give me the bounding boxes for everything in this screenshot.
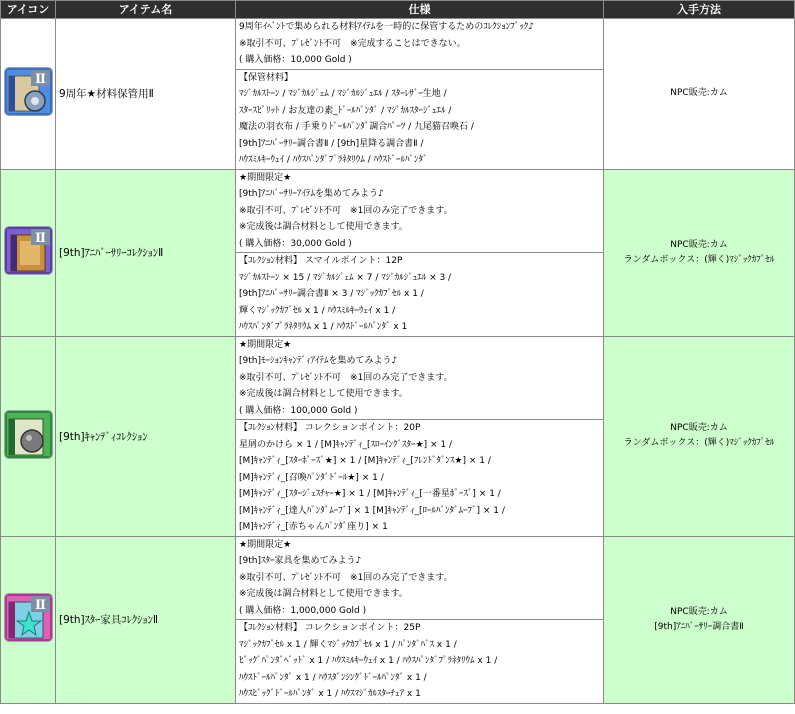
item-source bbox=[604, 336, 795, 536]
source-line: [9th]ｱﾆﾊﾞｰｻﾘｰ調合書Ⅱ bbox=[654, 621, 744, 632]
spec-line: ★期間限定★ bbox=[239, 172, 292, 183]
spec-line: 9周年ｲﾍﾞﾝﾄで集められる材料ｱｲﾃﾑを一時的に保管するためのｺﾚｸｼｮﾝﾌﾞｯｸ♪ bbox=[239, 22, 534, 32]
item-source bbox=[604, 536, 795, 703]
spec-line: [M]ｷｬﾝﾃﾞｨ_[達人ﾊﾟﾝﾀﾞﾑｰﾌﾞ] × 1 [M]ｷｬﾝﾃﾞｨ_[ﾛｰﾙﾊﾟﾝﾀﾞﾑｰﾌﾞ] × 1 / bbox=[239, 505, 505, 516]
item-source bbox=[604, 169, 795, 336]
spec-line: [9th]ﾓｰｼｮﾝｷｬﾝﾃﾞｨｱｲﾃﾑを集めてみよう♪ bbox=[239, 356, 398, 366]
item-spec bbox=[236, 19, 604, 170]
spec-line: ﾏｼﾞｶﾙｽﾄｰﾝ × 15 / ﾏｼﾞｶﾙｼﾞｪﾑ × 7 / ﾏｼﾞｶﾙｼﾞｭｴﾙ × 3 / bbox=[239, 272, 452, 283]
header-item-name: アイテム名 bbox=[56, 1, 236, 19]
spec-line: ﾊｳｽﾄﾞｰﾙﾊﾟﾝﾀﾞ x 1 / ﾊｳｽﾀﾞﾝｼﾝｸﾞﾄﾞｰﾙﾊﾟﾝﾀﾞ x 1 / bbox=[239, 672, 427, 683]
spec-line: 【ｺﾚｸｼｮﾝ材料】 コレクションポイント：20P bbox=[239, 423, 421, 433]
spec-line: ( 購入価格：10,000 Gold ) bbox=[239, 55, 352, 65]
table-row bbox=[1, 19, 795, 170]
source-line: NPC販売:カム bbox=[670, 423, 728, 433]
source-line: ランダムボックス：(輝く)ﾏｼﾞｯｸｶﾌﾟｾﾙ bbox=[623, 254, 775, 265]
header-spec: 仕様 bbox=[236, 1, 604, 19]
pink-book-star-icon bbox=[5, 594, 52, 641]
item-name: 9周年★材料保管用Ⅱ bbox=[56, 19, 236, 170]
table-row bbox=[1, 169, 795, 336]
spec-line: [M]ｷｬﾝﾃﾞｨ_[赤ちゃんﾊﾟﾝﾀﾞ座り] × 1 bbox=[239, 522, 388, 532]
spec-line: 魔法の羽衣布 / 手乗りﾄﾞｰﾙﾊﾟﾝﾀﾞ調合ﾊﾟｰﾂ / 九尾猫召喚石 / bbox=[239, 122, 474, 132]
item-icon-cell bbox=[1, 19, 56, 170]
spec-materials bbox=[236, 419, 603, 536]
spec-line: [9th]ｱﾆﾊﾞｰｻﾘｰ調合書Ⅱ × 3 / ﾏｼﾞｯｸｶﾌﾟｾﾙ x 1 / bbox=[239, 289, 424, 299]
spec-line: ※取引不可、ﾌﾟﾚｾﾞﾝﾄ不可 ※1回のみ完了できます。 bbox=[239, 572, 453, 583]
spec-line: ★期間限定★ bbox=[239, 539, 292, 550]
spec-line: ※完成後は調合材料として使用できます。 bbox=[239, 389, 408, 399]
spec-description bbox=[236, 170, 603, 253]
spec-line: ※取引不可、ﾌﾟﾚｾﾞﾝﾄ不可 ※1回のみ完了できます。 bbox=[239, 372, 453, 383]
spec-line: [9th]ｽﾀｰ家具を集めてみよう♪ bbox=[239, 556, 362, 566]
spec-line: ﾊｳｽﾐﾙｷｰｳｪｲ / ﾊｳｽﾊﾟﾝﾀﾞﾌﾟﾗﾈﾀﾘｳﾑ / ﾊｳｽﾄﾞｰﾙﾊﾟﾝﾀﾞ bbox=[239, 155, 428, 165]
item-name: [9th]ｷｬﾝﾃﾞｨｺﾚｸｼｮﾝ bbox=[56, 336, 236, 536]
item-source bbox=[604, 19, 795, 170]
spec-line: ｽﾀｰｽﾋﾟﾘｯﾄ / お友達の素_ﾄﾞｰﾙﾊﾟﾝﾀﾞ / ﾏｼﾞｶﾙｽﾀｰｼﾞｭｴﾙ / bbox=[239, 105, 452, 116]
spec-line: ﾏｼﾞｯｸｶﾌﾟｾﾙ x 1 / 輝くﾏｼﾞｯｸｶﾌﾟｾﾙ x 1 / ﾊﾟﾝﾀﾞﾊﾞｽ x 1 / bbox=[239, 639, 457, 650]
item-name: [9th]ｱﾆﾊﾞｰｻﾘｰｺﾚｸｼｮﾝⅡ bbox=[56, 169, 236, 336]
spec-materials bbox=[236, 252, 603, 336]
spec-line: [M]ｷｬﾝﾃﾞｨ_[ｽﾀｰﾎﾟｰｽﾞ★] × 1 / [M]ｷｬﾝﾃﾞｨ_[ﾌﾚﾝﾄﾞﾀﾞﾝｽ★] × 1 / bbox=[239, 456, 491, 466]
spec-line: [M]ｷｬﾝﾃﾞｨ_[ｽﾀｰｼﾞｪｽﾁｬｰ★] × 1 / [M]ｷｬﾝﾃﾞｨ_[一番星ﾎﾟｰｽﾞ] × 1 / bbox=[239, 489, 501, 499]
spec-line: 星屑のかけら × 1 / [M]ｷｬﾝﾃﾞｨ_[ｽﾛｰｲﾝｸﾞｽﾀｰ★] × 1 / bbox=[239, 439, 453, 450]
header-icon: アイコン bbox=[1, 1, 56, 19]
spec-materials bbox=[236, 69, 603, 169]
svg-text:Ⅱ: Ⅱ bbox=[34, 598, 46, 613]
item-name: [9th]ｽﾀｰ家具ｺﾚｸｼｮﾝⅡ bbox=[56, 536, 236, 703]
spec-description bbox=[236, 537, 603, 620]
spec-line: ( 購入価格：100,000 Gold ) bbox=[239, 405, 358, 416]
source-line: NPC販売:カム bbox=[670, 88, 728, 99]
spec-line: ﾏｼﾞｶﾙｽﾄｰﾝ / ﾏｼﾞｶﾙｼﾞｪﾑ / ﾏｼﾞｶﾙｼﾞｭｴﾙ / ｽﾀｰﾚｻﾞｰ生地 / bbox=[239, 89, 447, 99]
spec-line: ★期間限定★ bbox=[239, 339, 292, 350]
spec-line: ( 購入価格：1,000,000 Gold ) bbox=[239, 605, 367, 616]
spec-line: [9th]ｱﾆﾊﾞｰｻﾘｰ調合書Ⅱ / [9th]星降る調合書Ⅱ / bbox=[239, 138, 424, 149]
spec-description bbox=[236, 19, 603, 69]
source-line: NPC販売:カム bbox=[670, 239, 728, 250]
spec-line: [9th]ｱﾆﾊﾞｰｻﾘｰｱｲﾃﾑを集めてみよう♪ bbox=[239, 189, 384, 199]
spec-line: ( 購入価格：30,000 Gold ) bbox=[239, 238, 352, 249]
table-row bbox=[1, 536, 795, 703]
spec-line: 【保管材料】 bbox=[239, 72, 294, 83]
table-row bbox=[1, 336, 795, 536]
svg-text:Ⅱ: Ⅱ bbox=[34, 231, 46, 246]
spec-line: 【ｺﾚｸｼｮﾝ材料】 コレクションポイント：25P bbox=[239, 623, 421, 633]
spec-materials bbox=[236, 619, 603, 703]
item-spec bbox=[236, 536, 604, 703]
source-line: NPC販売:カム bbox=[670, 606, 728, 617]
spec-line: ※完成後は調合材料として使用できます。 bbox=[239, 589, 408, 599]
purple-book-anniversary-icon bbox=[5, 227, 52, 274]
green-book-candy-icon bbox=[5, 411, 52, 458]
spec-line: ﾊｳｽﾋﾞｯｸﾞﾄﾞｰﾙﾊﾟﾝﾀﾞ x 1 / ﾊｳｽﾏｼﾞｶﾙｽﾀｰﾁｪｱ x 1 bbox=[239, 689, 421, 699]
spec-line: [M]ｷｬﾝﾃﾞｨ_[召喚ﾊﾟﾝﾀﾞﾄﾞｰﾙ★] × 1 / bbox=[239, 472, 384, 483]
item-spec bbox=[236, 169, 604, 336]
svg-text:Ⅱ: Ⅱ bbox=[34, 72, 46, 88]
spec-line: ※取引不可、ﾌﾟﾚｾﾞﾝﾄ不可 ※完成することはできない。 bbox=[239, 38, 466, 49]
spec-line: 輝くﾏｼﾞｯｸｶﾌﾟｾﾙ x 1 / ﾊｳｽﾐﾙｷｰｳｪｲ x 1 / bbox=[239, 305, 396, 316]
spec-line: ﾊｳｽﾊﾟﾝﾀﾞﾌﾟﾗﾈﾀﾘｳﾑ x 1 / ﾊｳｽﾄﾞｰﾙﾊﾟﾝﾀﾞ x 1 bbox=[239, 322, 408, 332]
spec-description bbox=[236, 337, 603, 420]
blue-book-gear-icon bbox=[5, 68, 52, 115]
spec-line: 【ｺﾚｸｼｮﾝ材料】 スマイルポイント：12P bbox=[239, 256, 403, 266]
source-line: ランダムボックス：(輝く)ﾏｼﾞｯｸｶﾌﾟｾﾙ bbox=[623, 438, 775, 448]
table-header-row bbox=[1, 1, 795, 19]
item-spec bbox=[236, 336, 604, 536]
item-icon-cell bbox=[1, 336, 56, 536]
spec-line: ﾋﾞｯｸﾞﾊﾟﾝﾀﾞﾍﾞｯﾄﾞ x 1 / ﾊｳｽﾐﾙｷｰｳｪｲ x 1 / ﾊｳｽﾊﾟﾝﾀﾞﾌﾟﾗﾈﾀﾘｳﾑ x 1 / bbox=[239, 656, 498, 666]
spec-line: ※取引不可、ﾌﾟﾚｾﾞﾝﾄ不可 ※1回のみ完了できます。 bbox=[239, 205, 453, 216]
item-icon-cell bbox=[1, 536, 56, 703]
spec-line: ※完成後は調合材料として使用できます。 bbox=[239, 222, 408, 232]
item-icon-cell bbox=[1, 169, 56, 336]
header-source: 入手方法 bbox=[604, 1, 795, 19]
